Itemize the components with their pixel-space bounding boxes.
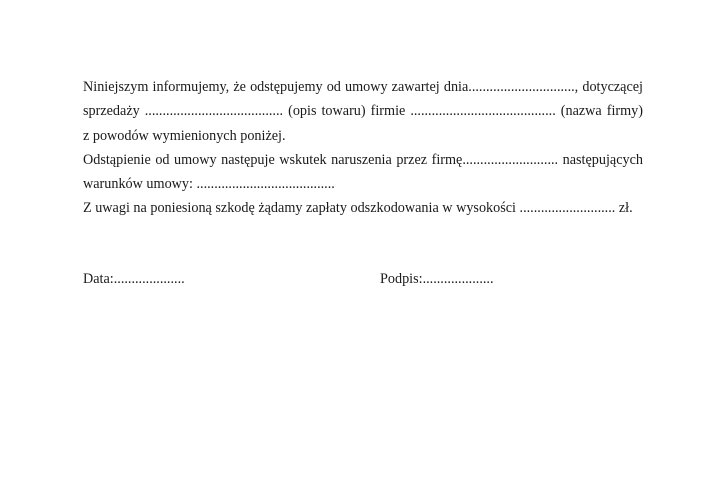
letter-line-3: z powodów wymienionych poniżej. [83,127,286,144]
letter-line-1: Niniejszym informujemy, że odstępujemy od umowy zawartej dnia.............................., dotyczącej [83,79,643,95]
letter-line-6: Z uwagi na poniesioną szkodę żądamy zapłaty odszkodowania w wysokości ........................... zł. [83,200,633,217]
letter-line-5: warunków umowy: ....................................... [83,176,335,193]
page-top-edge-fragment [452,0,662,3]
signature-field: Podpis:.................... [380,271,494,287]
letter-body [83,75,643,221]
date-field: Data:.................... [83,271,185,287]
letter-line-4: Odstąpienie od umowy następuje wskutek naruszenia przez firmę........................... następujących [83,151,643,168]
letter-line-2: sprzedaży ....................................... (opis towaru) firmie ......................................... (nazwa firmy) [83,103,643,120]
